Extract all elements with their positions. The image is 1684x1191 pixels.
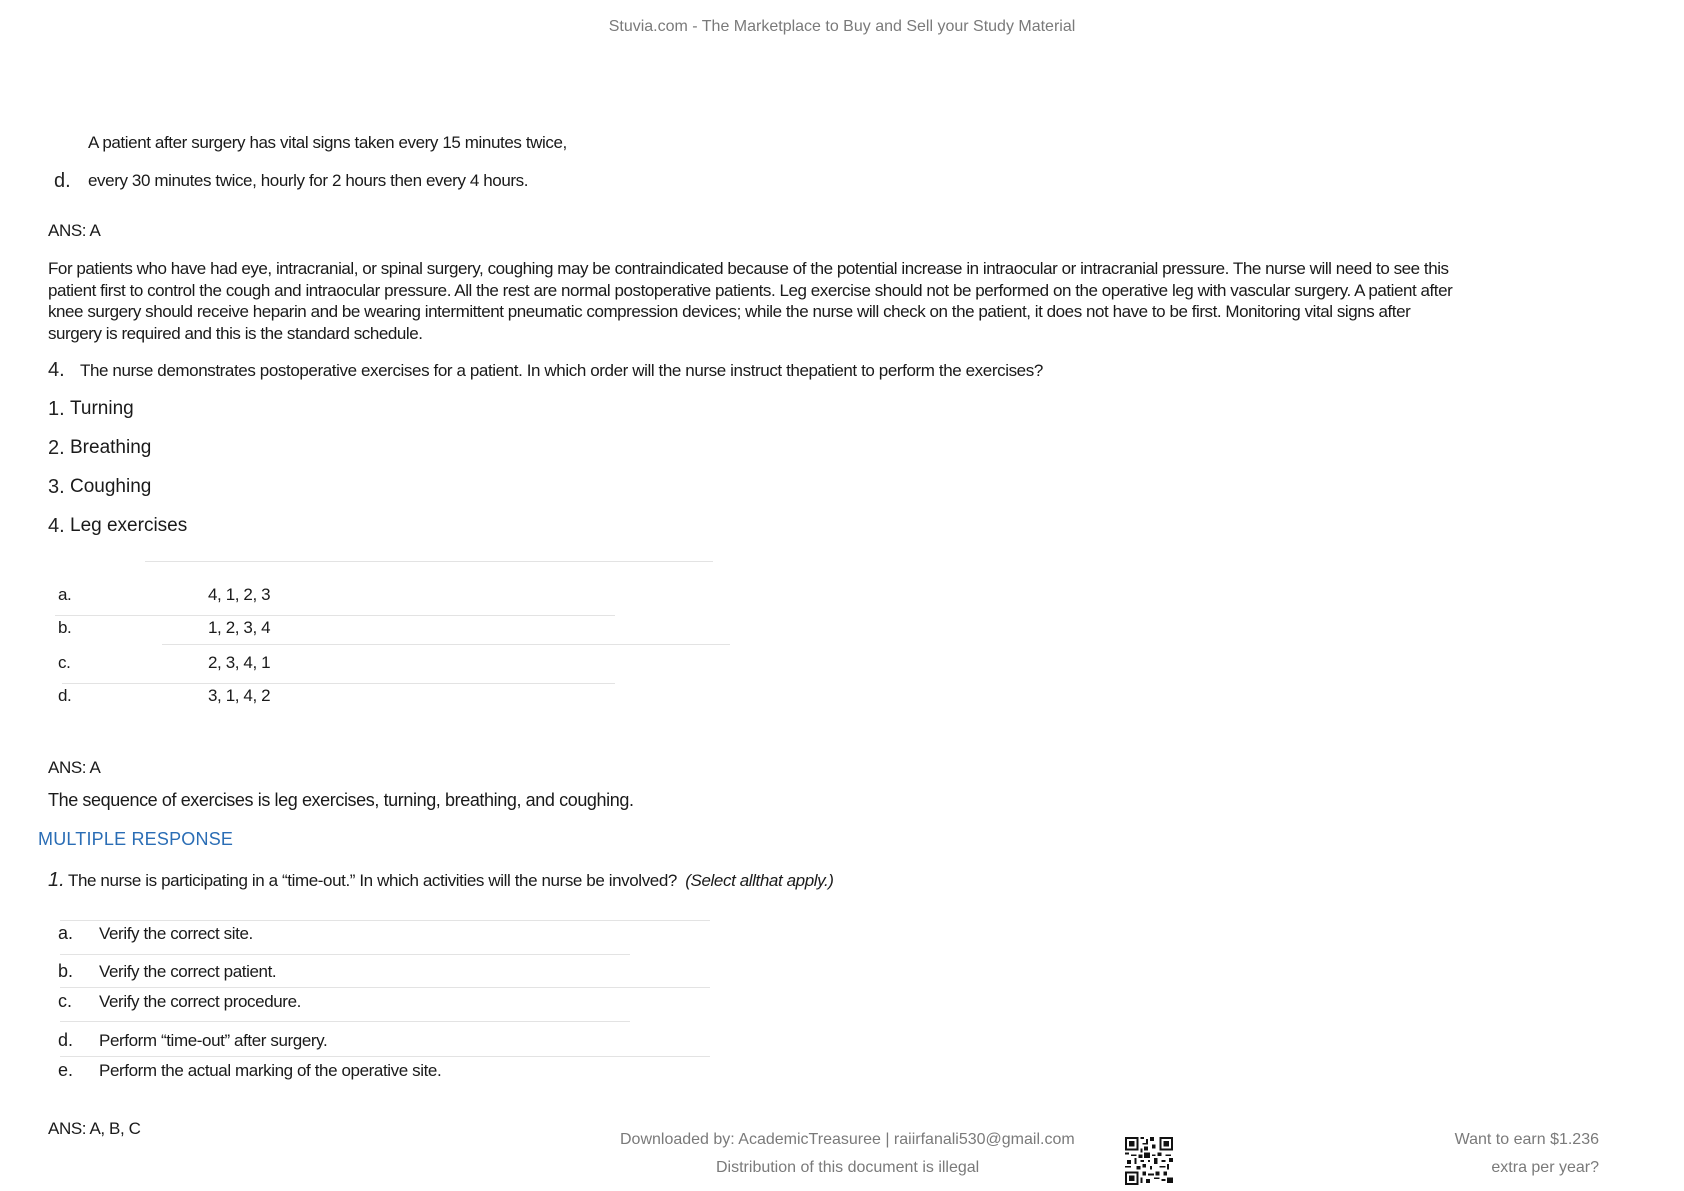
question-rationale: The sequence of exercises is leg exercises, turning, breathing, and coughing.: [48, 790, 634, 810]
table-rule: [60, 1056, 710, 1057]
table-rule: [60, 920, 710, 921]
question-stem: The nurse demonstrates postoperative exercises for a patient. In which order will the nurse instruct thepatient to perform the exercises?: [80, 361, 1043, 380]
option-text: Perform “time-out” after surgery.: [99, 1031, 328, 1050]
question-number: 4.: [48, 359, 65, 381]
option-value: 1, 2, 3, 4: [208, 618, 271, 637]
downloaded-by: Downloaded by: AcademicTreasuree | raiirfanali530@gmail.com: [620, 1131, 1075, 1148]
option-letter: d.: [58, 686, 72, 705]
prev-rationale: [48, 258, 1478, 344]
sequence-item-text: Leg exercises: [70, 515, 188, 536]
table-rule: [55, 615, 615, 616]
sequence-item-number: 1.: [48, 398, 65, 420]
sequence-item-number: 2.: [48, 437, 65, 459]
option-text: Verify the correct patient.: [99, 962, 277, 981]
rationale-line: knee surgery should receive heparin and be wearing intermittent pneumatic compression devices; while the nurse will check on the patient, it does not have to be first. Monitoring vital signs after: [48, 302, 1411, 321]
table-rule: [60, 987, 710, 988]
sequence-item-text: Turning: [70, 398, 134, 419]
table-rule: [145, 561, 713, 562]
prev-answer: ANS: A: [48, 221, 101, 240]
distribution-notice: Distribution of this document is illegal: [716, 1159, 980, 1176]
qr-code-icon[interactable]: [1125, 1137, 1173, 1185]
table-rule: [60, 954, 630, 955]
option-letter: c.: [58, 653, 71, 672]
question-number: 1.: [48, 869, 65, 891]
question-answer: ANS: A: [48, 758, 101, 777]
option-letter: b.: [58, 961, 74, 981]
rationale-line: For patients who have had eye, intracranial, or spinal surgery, coughing may be contraindicated because of the potential increase in intraocular or intracranial pressure. The nurse will need to see this: [48, 259, 1449, 278]
option-letter: c.: [58, 991, 73, 1011]
rationale-line: surgery is required and this is the standard schedule.: [48, 323, 423, 343]
table-rule: [162, 644, 730, 645]
option-text: Verify the correct site.: [99, 924, 253, 943]
option-letter: b.: [58, 618, 72, 637]
prev-option-d-line2: every 30 minutes twice, hourly for 2 hours then every 4 hours.: [88, 171, 529, 190]
prev-option-d-letter: d.: [54, 170, 71, 192]
sequence-item-number: 4.: [48, 515, 65, 537]
section-heading: MULTIPLE RESPONSE: [38, 829, 234, 849]
sequence-item-text: Coughing: [70, 476, 152, 497]
option-letter: a.: [58, 923, 74, 943]
question-answer: ANS: A, B, C: [48, 1119, 141, 1138]
option-letter: e.: [58, 1060, 74, 1080]
earn-promo-line2[interactable]: extra per year?: [1491, 1159, 1599, 1176]
option-text: Verify the correct procedure.: [99, 992, 301, 1011]
question-stem-text: The nurse is participating in a “time-out.” In which activities will the nurse be involved?: [68, 871, 677, 890]
rationale-line: patient first to control the cough and intraocular pressure. All the rest are normal postoperative patients. Leg exercise should not be performed on the operative leg with vascular surgery. A patient after: [48, 280, 1453, 300]
sequence-item-text: Breathing: [70, 437, 152, 458]
table-rule: [60, 1021, 630, 1022]
option-text: Perform the actual marking of the operative site.: [99, 1061, 442, 1080]
sequence-item-number: 3.: [48, 476, 65, 498]
table-rule: [62, 683, 615, 684]
question-instruction: (Select allthat apply.): [685, 871, 834, 890]
option-value: 3, 1, 4, 2: [208, 686, 271, 705]
site-banner: Stuvia.com - The Marketplace to Buy and Sell your Study Material: [608, 18, 1076, 35]
option-letter: a.: [58, 585, 72, 604]
prev-option-d-line1: A patient after surgery has vital signs taken every 15 minutes twice,: [88, 133, 567, 152]
option-value: 4, 1, 2, 3: [208, 585, 271, 604]
option-letter: d.: [58, 1030, 74, 1050]
option-value: 2, 3, 4, 1: [208, 653, 271, 672]
question-stem: [68, 871, 834, 891]
earn-promo-line1[interactable]: Want to earn $1.236: [1454, 1131, 1599, 1148]
